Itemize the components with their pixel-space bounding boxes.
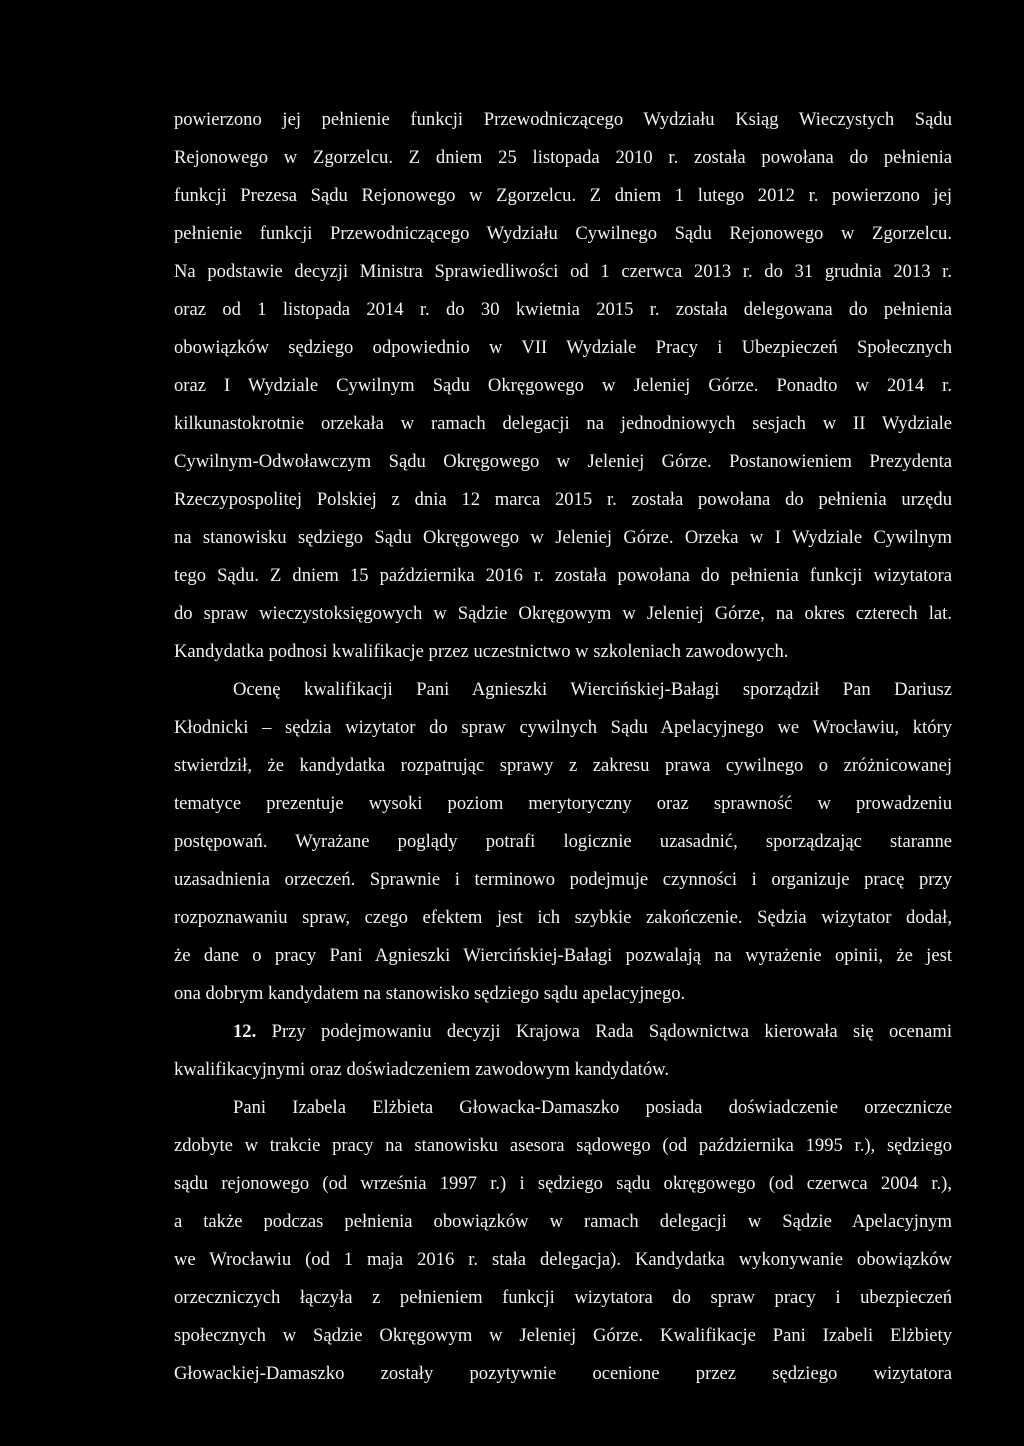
text-line: uzasadnienia orzeczeń. Sprawnie i terminowo podejmuje czynności i organizuje pracę przy (174, 869, 952, 890)
section-12-first-line (233, 1017, 952, 1047)
text-line: społecznych w Sądzie Okręgowym w Jeleniej Górze. Kwalifikacje Pani Izabeli Elżbiety (174, 1325, 952, 1346)
text-line: do spraw wieczystoksięgowych w Sądzie Okręgowym w Jeleniej Górze, na okres czterech lat. (174, 603, 952, 624)
text-line: postępowań. Wyrażane poglądy potrafi logicznie uzasadnić, sporządzając staranne (174, 831, 952, 852)
text-line: powierzono jej pełnienie funkcji Przewodniczącego Wydziału Ksiąg Wieczystych Sądu (174, 109, 952, 130)
text-line: a także podczas pełnienia obowiązków w ramach delegacji w Sądzie Apelacyjnym (174, 1211, 952, 1232)
text-line: oraz I Wydziale Cywilnym Sądu Okręgowego w Jeleniej Górze. Ponadto w 2014 r. (174, 375, 952, 396)
text-line: we Wrocławiu (od 1 maja 2016 r. stała delegacja). Kandydatka wykonywanie obowiązków (174, 1249, 952, 1270)
text-line: rozpoznawaniu spraw, czego efektem jest ich szybkie zakończenie. Sędzia wizytator dodał, (174, 907, 952, 928)
text-line: Rzeczypospolitej Polskiej z dnia 12 marca 2015 r. została powołana do pełnienia urzędu (174, 489, 952, 510)
text-line: Kandydatka podnosi kwalifikacje przez uczestnictwo w szkoleniach zawodowych. (174, 641, 789, 662)
text-span: Przy podejmowaniu decyzji Krajowa Rada Sądownictwa kierowała się ocenami (271, 1021, 952, 1042)
text-line: zdobyte w trakcie pracy na stanowisku asesora sądowego (od października 1995 r.), sędziego (174, 1135, 952, 1156)
text-line: Pani Izabela Elżbieta Głowacka-Damaszko posiada doświadczenie orzecznicze (233, 1097, 952, 1118)
text-line: na stanowisku sędziego Sądu Okręgowego w Jeleniej Górze. Orzeka w I Wydziale Cywilnym (174, 527, 952, 548)
text-line: Kłodnicki – sędzia wizytator do spraw cywilnych Sądu Apelacyjnego we Wrocławiu, który (174, 717, 952, 738)
section-number: 12. (233, 1021, 257, 1042)
text-line: tego Sądu. Z dniem 15 października 2016 r. została powołana do pełnienia funkcji wizytatora (174, 565, 952, 586)
text-line: Cywilnym-Odwoławczym Sądu Okręgowego w Jeleniej Górze. Postanowieniem Prezydenta (174, 451, 952, 472)
text-line: Głowackiej-Damaszko zostały pozytywnie ocenione przez sędziego wizytatora (174, 1363, 952, 1384)
text-line: Ocenę kwalifikacji Pani Agnieszki Wiercińskiej-Bałagi sporządził Pan Dariusz (233, 679, 952, 700)
text-line: Na podstawie decyzji Ministra Sprawiedliwości od 1 czerwca 2013 r. do 31 grudnia 2013 r. (174, 261, 952, 282)
text-line: kilkunastokrotnie orzekała w ramach delegacji na jednodniowych sesjach w II Wydziale (174, 413, 952, 434)
text-line: obowiązków sędziego odpowiednio w VII Wydziale Pracy i Ubezpieczeń Społecznych (174, 337, 952, 358)
text-line: orzeczniczych łączyła z pełnieniem funkcji wizytatora do spraw pracy i ubezpieczeń (174, 1287, 952, 1308)
text-line: Rejonowego w Zgorzelcu. Z dniem 25 listopada 2010 r. została powołana do pełnienia (174, 147, 952, 168)
text-line: stwierdził, że kandydatka rozpatrując sprawy z zakresu prawa cywilnego o zróżnicowanej (174, 755, 952, 776)
text-line: ona dobrym kandydatem na stanowisko sędziego sądu apelacyjnego. (174, 983, 686, 1004)
text-line: kwalifikacyjnymi oraz doświadczeniem zawodowym kandydatów. (174, 1059, 669, 1080)
text-line: pełnienie funkcji Przewodniczącego Wydziału Cywilnego Sądu Rejonowego w Zgorzelcu. (174, 223, 952, 244)
text-line: tematyce prezentuje wysoki poziom merytoryczny oraz sprawność w prowadzeniu (174, 793, 952, 814)
text-line: że dane o pracy Pani Agnieszki Wiercińskiej-Bałagi pozwalają na wyrażenie opinii, że jest (174, 945, 952, 966)
text-line: funkcji Prezesa Sądu Rejonowego w Zgorzelcu. Z dniem 1 lutego 2012 r. powierzono jej (174, 185, 952, 206)
text-line: oraz od 1 listopada 2014 r. do 30 kwietnia 2015 r. została delegowana do pełnienia (174, 299, 952, 320)
text-line: sądu rejonowego (od września 1997 r.) i sędziego sądu okręgowego (od czerwca 2004 r.), (174, 1173, 952, 1194)
